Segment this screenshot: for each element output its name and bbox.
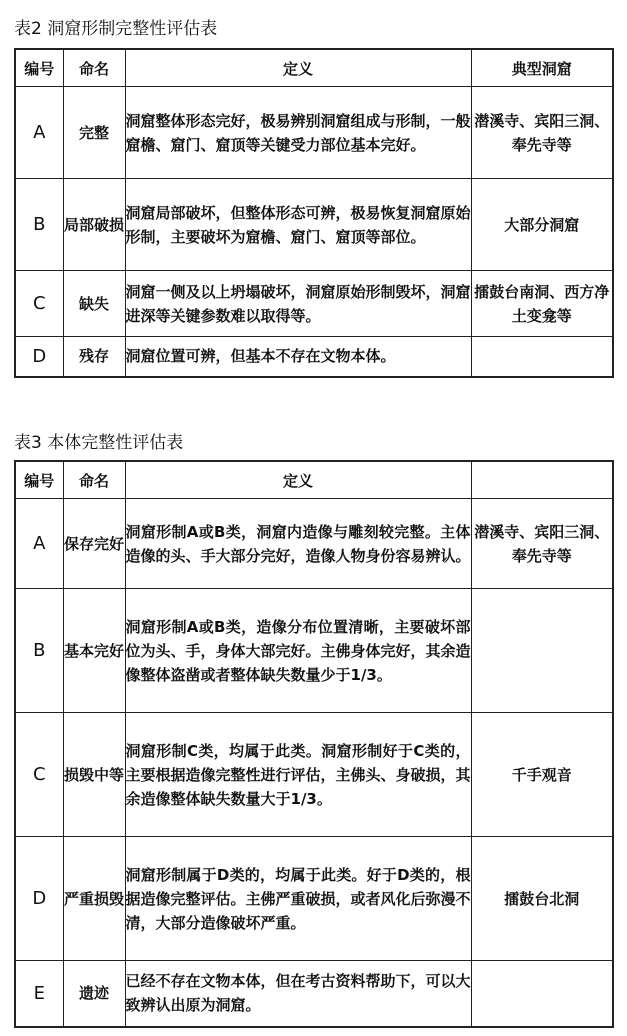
header-code: 编号	[15, 461, 63, 499]
row-code: A	[15, 87, 63, 179]
row-typical: 千手观音	[471, 713, 613, 837]
table-header-row	[15, 461, 613, 499]
header-code: 编号	[15, 49, 63, 87]
row-typical	[471, 589, 613, 713]
row-code: C	[15, 713, 63, 837]
table3-caption: 表3 本体完整性评估表	[14, 433, 184, 453]
table2-caption: 表2 洞窟形制完整性评估表	[14, 19, 218, 39]
table-row	[15, 961, 613, 1027]
table-row	[15, 837, 613, 961]
row-code: D	[15, 337, 63, 377]
row-typical: 潜溪寺、宾阳三洞、奉先寺等	[471, 499, 613, 589]
table-row	[15, 337, 613, 377]
table-row	[15, 271, 613, 337]
header-typical: 典型洞窟	[471, 49, 613, 87]
header-definition: 定义	[125, 461, 471, 499]
row-name: 严重损毁	[63, 837, 125, 961]
table-row	[15, 499, 613, 589]
body-integrity-table	[14, 460, 614, 1028]
row-typical: 擂鼓台北洞	[471, 837, 613, 961]
row-name: 完整	[63, 87, 125, 179]
row-name: 遗迹	[63, 961, 125, 1027]
row-code: C	[15, 271, 63, 337]
row-definition: 洞窟局部破坏，但整体形态可辨，极易恢复洞窟原始形制，主要破坏为窟檐、窟门、窟顶等部位。	[125, 179, 471, 271]
row-code: D	[15, 837, 63, 961]
row-code: B	[15, 179, 63, 271]
row-definition: 洞窟形制C类，均属于此类。洞窟形制好于C类的，主要根据造像完整性进行评估，主佛头、身破损，其余造像整体缺失数量大于1/3。	[125, 713, 471, 837]
row-name: 损毁中等	[63, 713, 125, 837]
header-name: 命名	[63, 461, 125, 499]
row-definition: 洞窟整体形态完好，极易辨别洞窟组成与形制，一般窟檐、窟门、窟顶等关键受力部位基本完好。	[125, 87, 471, 179]
table-row	[15, 179, 613, 271]
row-definition: 洞窟位置可辨，但基本不存在文物本体。	[125, 337, 471, 377]
row-code: E	[15, 961, 63, 1027]
row-name: 缺失	[63, 271, 125, 337]
table-row	[15, 87, 613, 179]
row-name: 基本完好	[63, 589, 125, 713]
row-code: B	[15, 589, 63, 713]
row-definition: 洞窟形制A或B类，造像分布位置清晰，主要破坏部位为头、手，身体大部完好。主佛身体完好，其余造像整体盗凿或者整体缺失数量少于1/3。	[125, 589, 471, 713]
header-name: 命名	[63, 49, 125, 87]
row-definition: 洞窟形制A或B类，洞窟内造像与雕刻较完整。主体造像的头、手大部分完好，造像人物身份容易辨认。	[125, 499, 471, 589]
row-definition: 洞窟形制属于D类的，均属于此类。好于D类的，根据造像完整评估。主佛严重破损，或者风化后弥漫不清，大部分造像破坏严重。	[125, 837, 471, 961]
table-row	[15, 713, 613, 837]
table-row	[15, 589, 613, 713]
row-name: 保存完好	[63, 499, 125, 589]
header-definition: 定义	[125, 49, 471, 87]
row-definition: 已经不存在文物本体，但在考古资料帮助下，可以大致辨认出原为洞窟。	[125, 961, 471, 1027]
row-definition: 洞窟一侧及以上坍塌破坏，洞窟原始形制毁坏，洞窟进深等关键参数难以取得等。	[125, 271, 471, 337]
cave-form-integrity-table	[14, 48, 614, 378]
row-typical	[471, 337, 613, 377]
row-typical: 擂鼓台南洞、西方净土变龛等	[471, 271, 613, 337]
row-typical: 大部分洞窟	[471, 179, 613, 271]
row-typical: 潜溪寺、宾阳三洞、奉先寺等	[471, 87, 613, 179]
row-name: 残存	[63, 337, 125, 377]
row-name: 局部破损	[63, 179, 125, 271]
row-code: A	[15, 499, 63, 589]
header-typical	[471, 461, 613, 499]
row-typical	[471, 961, 613, 1027]
table-header-row	[15, 49, 613, 87]
